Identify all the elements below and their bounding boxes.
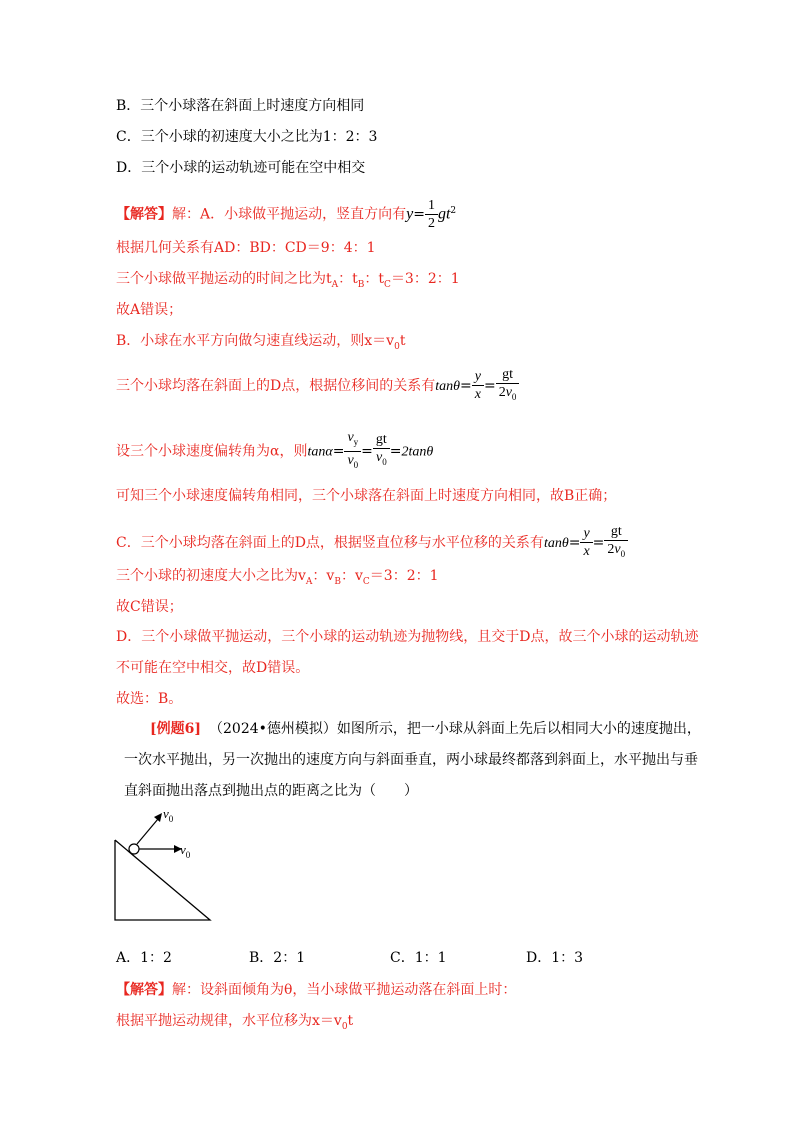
label-v0-perp: $v_0$ — [163, 806, 174, 824]
formula-y-over-x-2: $\frac{y}{x}$ — [580, 525, 592, 560]
example6-source: （2024•德州模拟） — [209, 721, 337, 737]
answer-line-7: 设三个小球速度偏转角为α，则tanα= $\frac{v_y}{v_0}$ = $\frac{gt}{v_0}$ =2tanθ — [116, 429, 433, 474]
example6-tag: [例题6] — [150, 721, 201, 737]
answer-text: 解：A．小球做平抛运动，竖直方向有 — [172, 206, 407, 223]
example6-option-d: D．1：3 — [526, 950, 584, 966]
incline-triangle — [115, 840, 210, 920]
ball — [129, 844, 139, 854]
answer-tag: 【解答】 — [116, 206, 172, 223]
answer-line-1 — [116, 197, 456, 232]
perpendicular-velocity-arrow — [137, 819, 158, 844]
formula-gt-over-2v0-2: $\frac{gt}{2v_0}$ — [604, 523, 628, 563]
example6-line-1: [例题6] （2024•德州模拟）如图所示，把一小球从斜面上先后以相同大小的速度抛出， — [150, 721, 701, 737]
answer-line-3: 三个小球做平抛运动的时间之比为$t_A$：$t_B$：$t_C=3$：2：1 — [116, 271, 460, 290]
formula-square: 2 — [450, 205, 457, 216]
formula-y: y — [406, 205, 414, 223]
formula-eq: = — [413, 206, 425, 223]
formula-tan-alpha: tanα — [307, 444, 333, 460]
answer-line-9: C．三个小球均落在斜面上的D点，根据竖直位移与水平位移的关系有tanθ= $\frac{y}{x}$ = $\frac{gt}{2v_0}$ — [116, 523, 628, 563]
formula-y-over-x: $\frac{y}{x}$ — [472, 368, 484, 403]
answer6-line-2: 根据平抛运动规律，水平位移为$x=v_0t$ — [116, 1013, 354, 1032]
formula-tan-theta: tanθ — [435, 378, 461, 394]
incline-figure — [100, 800, 220, 930]
example6-option-b: B．2：1 — [249, 950, 306, 966]
answer-line-4: 故A错误； — [116, 302, 183, 318]
formula-t: t — [445, 205, 451, 223]
answer6-tag: 【解答】 — [116, 982, 172, 998]
formula-g: g — [437, 205, 446, 223]
answer-line-12: D．三个小球做平抛运动，三个小球的运动轨迹为抛物线，且交于D点，故三个小球的运动轨迹 — [116, 629, 699, 645]
example6-line-3: 直斜面抛出落点到抛出点的距离之比为（ ） — [124, 783, 418, 799]
formula-vy-over-v0: $\frac{v_y}{v_0}$ — [344, 429, 361, 474]
answer6-line-1: 【解答】解：设斜面倾角为θ，当小球做平抛运动落在斜面上时： — [116, 982, 517, 998]
formula-half: $\frac{1}{2}$ — [425, 197, 438, 232]
answer-line-8: 可知三个小球速度偏转角相同，三个小球落在斜面上时速度方向相同，故B正确； — [116, 488, 617, 504]
example6-option-a: A．1：2 — [116, 950, 172, 966]
example6-option-c: C．1：1 — [390, 950, 447, 966]
answer-line-5: B．小球在水平方向做匀速直线运动，则$x=v_0t$ — [116, 333, 406, 352]
option-d: D．三个小球的运动轨迹可能在空中相交 — [116, 160, 366, 176]
answer-line-14: 故选：B。 — [116, 691, 183, 707]
answer-line-13: 不可能在空中相交，故D错误。 — [116, 660, 310, 676]
answer-line-11: 故C错误； — [116, 599, 183, 615]
answer-line-6: 三个小球均落在斜面上的D点，根据位移间的关系有tanθ= $\frac{y}{x}$ = $\frac{gt}{2v_0}$ — [116, 366, 519, 406]
option-b: B．三个小球落在斜面上时速度方向相同 — [116, 98, 365, 114]
option-c: C．三个小球的初速度大小之比为1：2：3 — [116, 129, 378, 145]
example6-line-2: 一次水平抛出，另一次抛出的速度方向与斜面垂直，两小球最终都落到斜面上，水平抛出与垂 — [124, 752, 698, 768]
formula-gt-over-2v0: $\frac{gt}{2v_0}$ — [496, 366, 520, 406]
label-v0-horizontal: $v_0$ — [180, 842, 191, 860]
formula-gt-over-v0: $\frac{gt}{v_0}$ — [373, 431, 390, 471]
answer-line-2: 根据几何关系有AD：BD：CD＝9：4：1 — [116, 240, 376, 256]
answer-line-10: 三个小球的初速度大小之比为$v_A$：$v_B$：$v_C=3$：2：1 — [116, 568, 439, 587]
perpendicular-arrow-head — [154, 813, 162, 822]
formula-2tan-theta: 2tanθ — [401, 444, 434, 460]
